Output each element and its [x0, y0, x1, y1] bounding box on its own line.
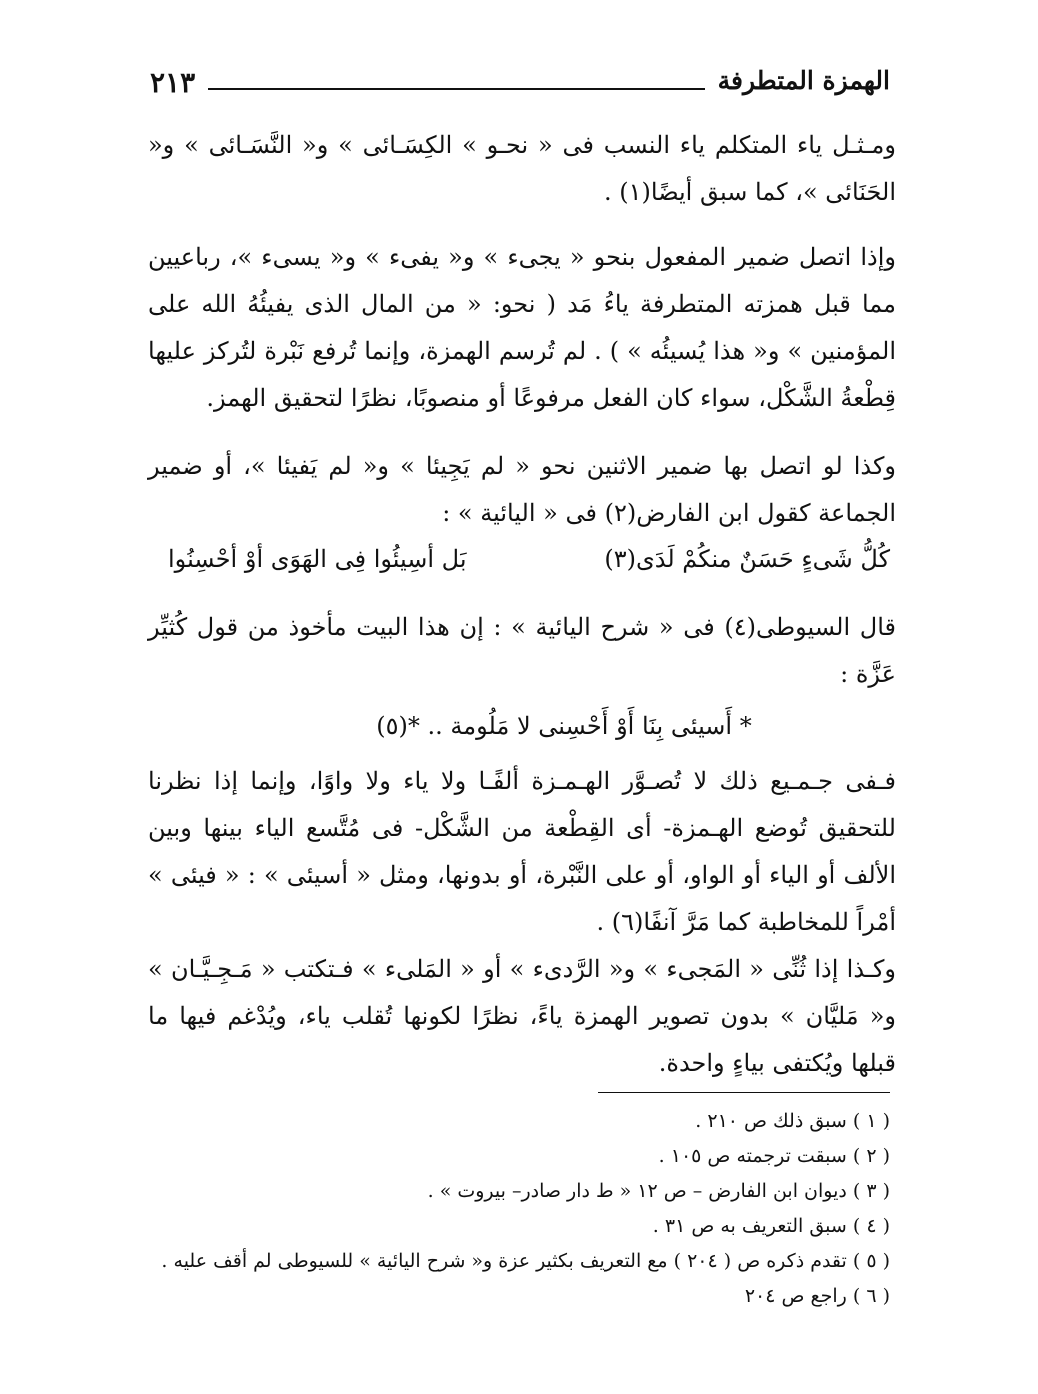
- quoted-verse: * أَسيئى بِنَا أَوْ أَحْسِنى لا مَلُومة .. *(٥): [376, 712, 752, 740]
- paragraph-1: ومـثـل ياء المتكلم ياء النسب فى « نحـو » الكِسَـائى » و« النَّسَـائى » و« الحَنَائى »، كما سبق أيضًا(١) .: [148, 131, 896, 206]
- paragraph-3: وكذا لو اتصل بها ضمير الاثنين نحو « لم يَجِيئا » و« لم يَفيئا »، أو ضمير الجماعة كقول ابن الفارض(٢) فى « اليائية » :: [148, 452, 896, 527]
- footnote-4: ( ٤ ) سبق التعريف به ص ٣١ .: [652, 1215, 890, 1237]
- footnote-5: ( ٥ ) تقدم ذكره ص ( ٢٠٤ ) مع التعريف بكثير عزة و« شرح اليائية » للسيوطى لم أقف عليه .: [161, 1250, 890, 1272]
- paragraph-5: فـفى جـمـيع ذلك لا تُصـوَّر الهـمـزة ألفًـا ولا ياء ولا واوًا، وإنما إذا نظرنا للتحقيق تُوضع الهـمزة- أى القِطْعة من الشَّكْل- فى مُتَّسع الياء بينها وبين الألف أو الياء أو الواو، أو على النَّبْرة، أو بدونها، ومثل « أسيئى » : « فيئى » أمْراً للمخاطبة كما مَرَّ آنفًا(٦) .: [148, 767, 896, 936]
- footnote-6: ( ٦ ) راجع ص ٢٠٤: [744, 1285, 890, 1307]
- poetry-verse: [168, 545, 890, 589]
- paragraph-6: وكـذا إذا ثُنِّى « المَجىء » و« الرَّدىء » أو « المَلىء » فـتكتب « مَـجِـيَّـان » و« مَليَّان » بدون تصوير الهمزة ياءً، نظرًا لكونها تُقلب ياء، ويُدْغم فيها ما قبلها ويُكتفى بياءٍ واحدة.: [148, 955, 896, 1077]
- page-number: ٢١٣: [150, 66, 196, 99]
- verse-hemistich-2: بَل أسِيئُوا فِى الهَوَى أوْ أحْسِنُوا: [168, 545, 467, 573]
- footnote-2: ( ٢ ) سبقت ترجمته ص ١٠٥ .: [658, 1145, 890, 1167]
- paragraph-4: قال السيوطى(٤) فى « شرح اليائية » : إن هذا البيت مأخوذ من قول كُثيِّر عَزَّة :: [148, 613, 896, 688]
- verse-hemistich-1: كُلُّ شَىءٍ حَسَنٌ منكُمْ لَدَى(٣): [604, 545, 890, 573]
- page-header: [150, 66, 890, 106]
- footnotes-list: [148, 1104, 890, 1314]
- footnote-3: ( ٣ ) ديوان ابن الفارض – ص ١٢ « ط دار صادر– بيروت » .: [427, 1180, 890, 1202]
- paragraph-2: وإذا اتصل ضمير المفعول بنحو « يجىء » و« يفىء » و« يسىء »، رباعيين مما قبل همزته المتطرفة ياءُ مَد ( نحو: « من المال الذى يفيئُهُ الله على المؤمنين » و« هذا يُسيئُه » ) . لم تُرسم الهمزة، وإنما تُرفع نَبْرة لتُركز عليها قِطْعةُ الشَّكْل، سواء كان الفعل مرفوعًا أو منصوبًا، نظرًا لتحقيق الهمز.: [148, 243, 896, 412]
- footnote-separator: [598, 1092, 890, 1093]
- footnote-1: ( ١ ) سبق ذلك ص ٢١٠ .: [695, 1110, 890, 1132]
- header-rule: [208, 88, 705, 90]
- running-title: الهمزة المتطرفة: [717, 66, 890, 95]
